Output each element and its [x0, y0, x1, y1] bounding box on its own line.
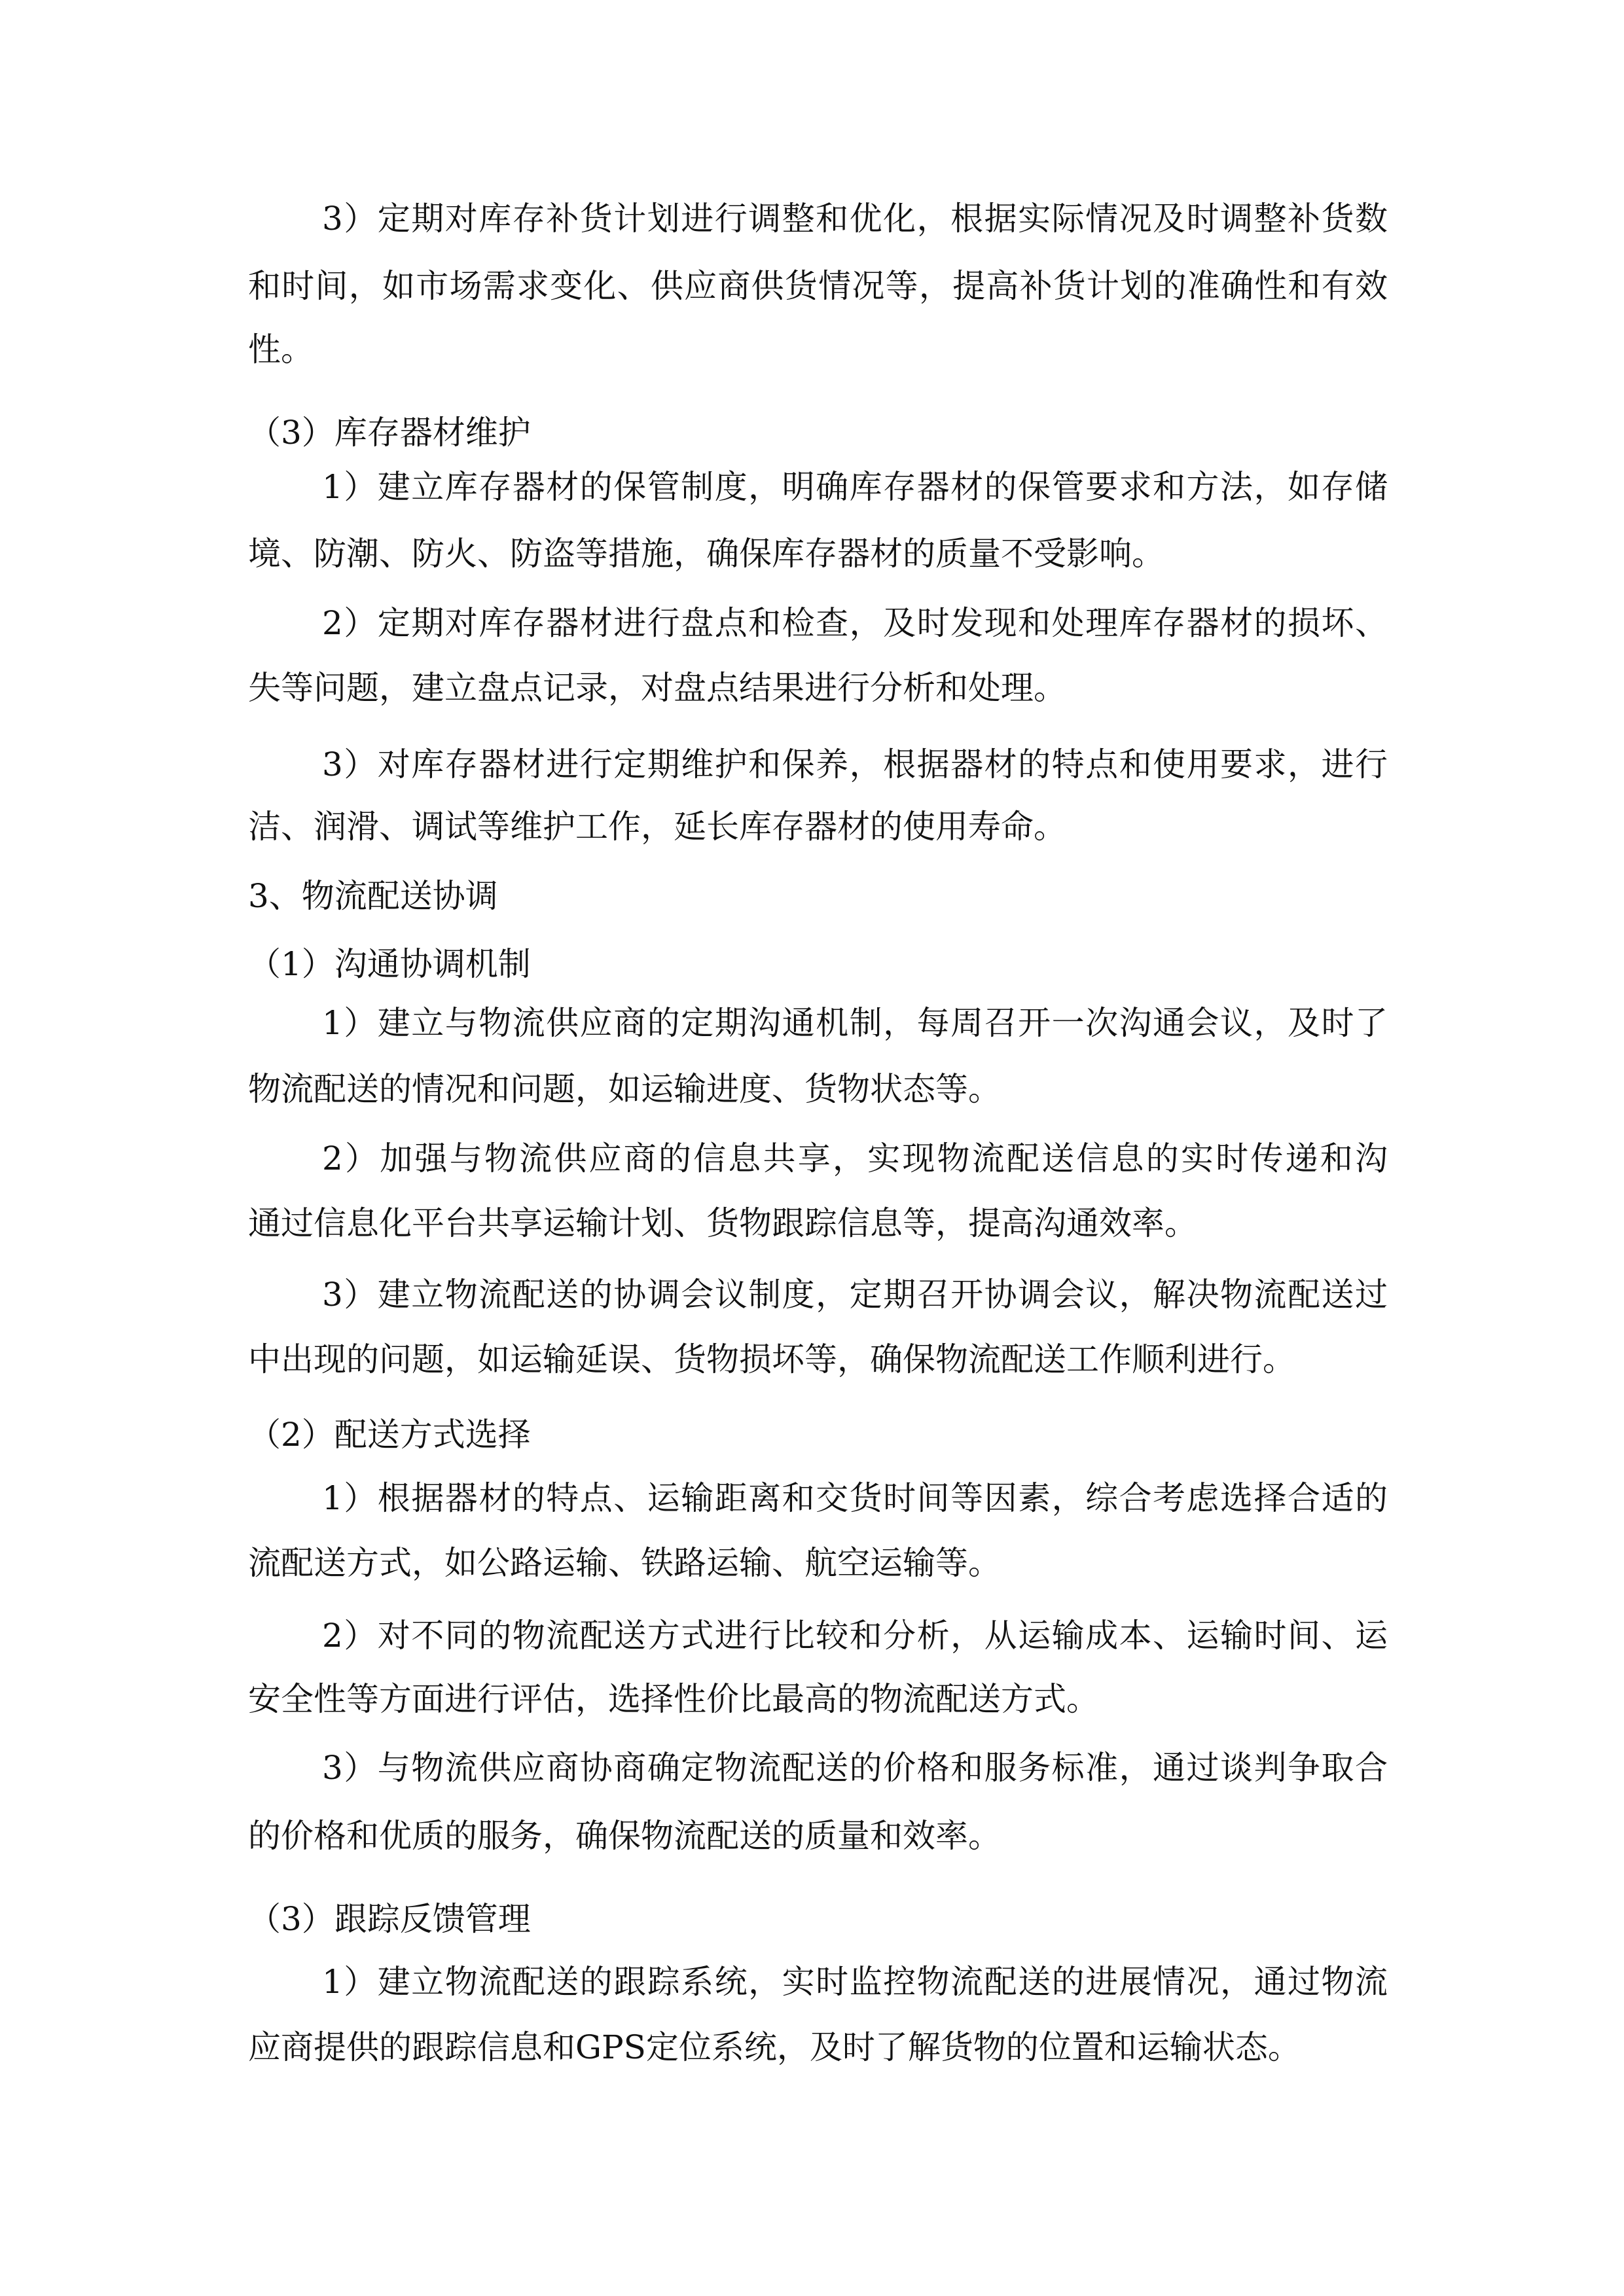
- text-line: 1）建立与物流供应商的定期沟通机制，每周召开一次沟通会议，及时了: [322, 1004, 1388, 1042]
- text-line: 性。: [248, 331, 314, 368]
- text-line: 3）对库存器材进行定期维护和保养，根据器材的特点和使用要求，进行: [322, 745, 1388, 783]
- text-line: 和时间，如市场需求变化、供应商供货情况等，提高补货计划的准确性和有效: [248, 267, 1388, 305]
- text-line: 3、物流配送协调: [248, 877, 498, 915]
- text-line: 物流配送的情况和问题，如运输进度、货物状态等。: [248, 1070, 1001, 1108]
- text-line: 3）建立物流配送的协调会议制度，定期召开协调会议，解决物流配送过: [322, 1276, 1388, 1314]
- text-line: 通过信息化平台共享运输计划、货物跟踪信息等，提高沟通效率。: [248, 1204, 1197, 1242]
- text-line: 3）定期对库存补货计划进行调整和优化，根据实际情况及时调整补货数: [322, 200, 1388, 238]
- text-line: （1）沟通协调机制: [248, 945, 531, 983]
- text-line: 失等问题，建立盘点记录，对盘点结果进行分析和处理。: [248, 669, 1066, 707]
- text-line: 2）定期对库存器材进行盘点和检查，及时发现和处理库存器材的损坏、: [322, 604, 1388, 642]
- text-line: 应商提供的跟踪信息和GPS定位系统，及时了解货物的位置和运输状态。: [248, 2028, 1301, 2066]
- text-line: 3）与物流供应商协商确定物流配送的价格和服务标准，通过谈判争取合: [322, 1749, 1388, 1787]
- text-line: 境、防潮、防火、防盗等措施，确保库存器材的质量不受影响。: [248, 535, 1164, 573]
- text-line: 2）加强与物流供应商的信息共享，实现物流配送信息的实时传递和沟: [322, 1139, 1388, 1177]
- text-line: （3）库存器材维护: [248, 414, 531, 452]
- text-line: 2）对不同的物流配送方式进行比较和分析，从运输成本、运输时间、运: [322, 1617, 1388, 1655]
- text-line: 流配送方式，如公路运输、铁路运输、航空运输等。: [248, 1544, 1001, 1582]
- text-line: 1）建立库存器材的保管制度，明确库存器材的保管要求和方法，如存储: [322, 468, 1388, 506]
- text-line: 1）建立物流配送的跟踪系统，实时监控物流配送的进展情况，通过物流: [322, 1963, 1388, 2001]
- text-line: 1）根据器材的特点、运输距离和交货时间等因素，综合考虑选择合适的: [322, 1479, 1388, 1517]
- text-line: 中出现的问题，如运输延误、货物损坏等，确保物流配送工作顺利进行。: [248, 1340, 1295, 1378]
- text-line: 安全性等方面进行评估，选择性价比最高的物流配送方式。: [248, 1680, 1099, 1718]
- text-line: 洁、润滑、调试等维护工作，延长库存器材的使用寿命。: [248, 808, 1066, 846]
- text-line: （3）跟踪反馈管理: [248, 1900, 531, 1938]
- text-line: 的价格和优质的服务，确保物流配送的质量和效率。: [248, 1817, 1001, 1855]
- text-line: （2）配送方式选择: [248, 1416, 531, 1454]
